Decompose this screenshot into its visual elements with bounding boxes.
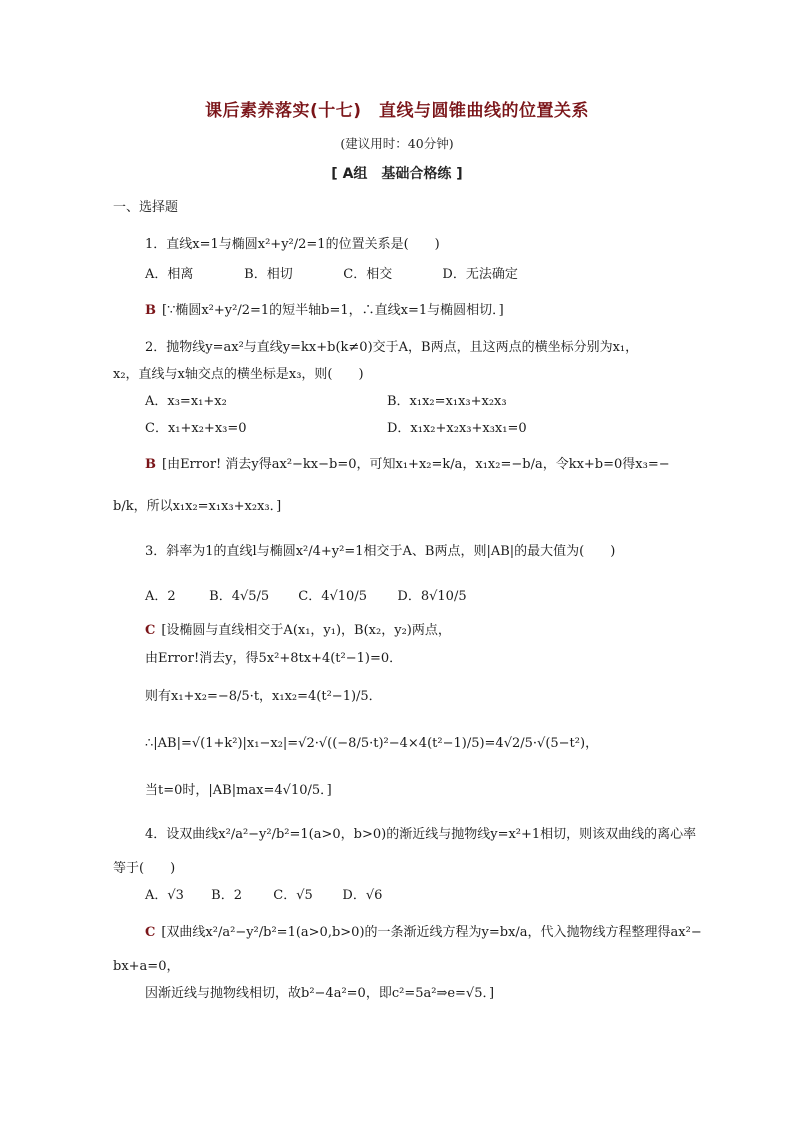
q2-option-c: C．x₁+x₂+x₃=0: [145, 421, 247, 436]
q4-options: [0, 887, 794, 905]
q3-explanation-line3: 则有x₁+x₂=−8/5·t，x₁x₂=4(t²−1)/5．: [145, 689, 382, 704]
q3-option-d: D．8√10/5: [397, 589, 467, 604]
q2-solution-line1: [0, 456, 794, 474]
q4-option-c: C．√5: [273, 888, 313, 903]
q3-option-c: C．4√10/5: [298, 589, 367, 604]
q4-option-b: B．2: [211, 888, 242, 903]
q1-explanation: [∵椭圆x²+y²/2=1的短半轴b=1，∴直线x=1与椭圆相切．]: [162, 303, 504, 318]
q4-solution-line1: [0, 924, 794, 942]
q4-option-d: D．√6: [342, 888, 383, 903]
q2-option-a: A．x₃=x₁+x₂: [145, 394, 227, 409]
q3-option-a: A．2: [145, 589, 176, 604]
q2-stem-line1: 2．抛物线y=ax²与直线y=kx+b(k≠0)交于A，B两点，且这两点的横坐标分别为x₁，: [145, 340, 639, 355]
q4-option-a: A．√3: [145, 888, 184, 903]
q3-options: [0, 588, 794, 606]
q2-explanation-line2: b/k，所以x₁x₂=x₁x₃+x₂x₃．]: [113, 499, 282, 514]
q1-options: [0, 266, 794, 284]
q1-solution: [0, 302, 794, 320]
q3-stem: 3．斜率为1的直线l与椭圆x²/4+y²=1相交于A、B两点，则|AB|的最大值为( ): [145, 544, 616, 559]
q3-option-b: B．4√5/5: [209, 589, 270, 604]
q4-explanation-line1: [双曲线x²/a²−y²/b²=1(a>0,b>0)的一条渐近线方程为y=bx/a，代入抛物线方程整理得ax²−: [161, 925, 702, 940]
q1-option-c: C．相交: [343, 267, 393, 282]
group-label: [ A组 基础合格练 ]: [331, 166, 463, 182]
q4-explanation-line2: bx+a=0，: [113, 959, 180, 974]
q1-option-a: A．相离: [145, 267, 194, 282]
q3-answer: C: [145, 623, 156, 638]
q2-option-d: D．x₁x₂+x₂x₃+x₃x₁=0: [387, 421, 527, 436]
q3-explanation-line2: 由Error!消去y，得5x²+8tx+4(t²−1)=0．: [145, 651, 403, 666]
q3-explanation-line5: 当t=0时，|AB|max=4√10/5．]: [145, 783, 332, 798]
q2-stem-line2: x₂，直线与x轴交点的横坐标是x₃，则( ): [113, 367, 364, 382]
q1-answer: B: [145, 303, 156, 318]
page-title: 课后素养落实(十七) 直线与圆锥曲线的位置关系: [204, 101, 590, 121]
q3-solution-line1: [0, 622, 794, 640]
q1-stem: 1．直线x=1与椭圆x²+y²/2=1的位置关系是( ): [145, 237, 440, 252]
q1-option-d: D．无法确定: [442, 267, 518, 282]
q3-explanation-line1: [设椭圆与直线相交于A(x₁，y₁)，B(x₂，y₂)两点，: [161, 623, 451, 638]
q1-option-b: B．相切: [244, 267, 293, 282]
q2-option-b: B．x₁x₂=x₁x₃+x₂x₃: [387, 394, 507, 409]
q4-stem-line1: 4．设双曲线x²/a²−y²/b²=1(a>0，b>0)的渐近线与抛物线y=x²+1相切，则该双曲线的离心率: [145, 827, 697, 842]
q4-answer: C: [145, 925, 156, 940]
q2-answer: B: [145, 457, 156, 472]
section-heading: 一、选择题: [113, 200, 179, 215]
suggested-time: (建议用时：40分钟): [340, 136, 454, 151]
q2-explanation-line1: [由Error! 消去y得ax²−kx−b=0，可知x₁+x₂=k/a，x₁x₂=−b/a，令kx+b=0得x₃=−: [162, 457, 670, 472]
q3-explanation-line4: ∴|AB|=√(1+k²)|x₁−x₂|=√2·√((−8/5·t)²−4×4(t²−1)/5)=4√2/5·√(5−t²)，: [145, 736, 599, 751]
q4-explanation-line3: 因渐近线与抛物线相切，故b²−4a²=0，即c²=5a²⇒e=√5．]: [145, 986, 495, 1001]
q4-stem-line2: 等于( ): [113, 861, 176, 876]
